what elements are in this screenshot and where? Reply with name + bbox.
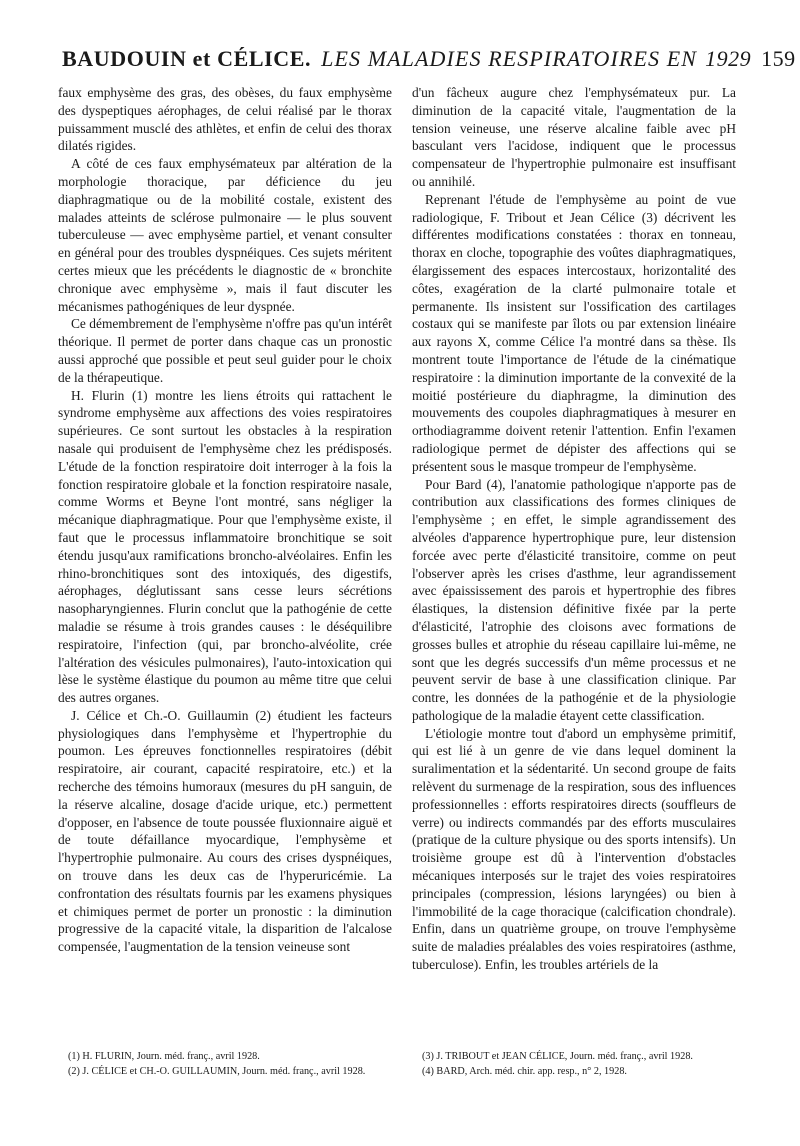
paragraph: Reprenant l'étude de l'emphysème au point de vue radiologique, F. Tribout et Jean Célice (3) décrivent les différentes modifications constatées : thorax en tonneau, thorax en cloche, topographie des voûtes diaphragmatiques, élargissement des espaces intercostaux, horizontalité des côtes, exagération de la clarté pulmonaire totale et permanente. Ils insistent sur l'ossification des cartilages costaux qui se manifeste par îlots ou par extension linéaire aux rayons X, comme Célice l'a montré dans sa thèse. Ils montrent toute l'importance de l'étude de la cinématique respiratoire : la diminution importante de la convexité de la moitié postérieure du diaphragme, la diminution des mouvements des coupoles diaphragmatiques à mesurer en orthodiagramme doivent retenir l'attention. Enfin l'examen radiologique permet de dépister des affections qui se présentent sous le masque trompeur de l'emphysème. xyxy=(412,191,736,474)
paragraph: faux emphysème des gras, des obèses, du faux emphysème des dyspeptiques aérophages, de celui réalisé par le thorax puissamment musclé des athlètes, et enfin de celui des thorax dilatés rigides. xyxy=(58,85,392,154)
footnotes-right xyxy=(412,1050,736,1079)
paragraph: L'étiologie montre tout d'abord un emphysème primitif, qui est lié à un genre de vie dans lequel dominent la suralimentation et la sédentarité. Un second groupe de faits relèvent du surmenage de la respiration, sous des influences professionnelles : efforts respiratoires directs (souffleurs de verre) ou indirects commandés par des efforts musculaires (pratique de la culture physique ou des sports intensifs). Un troisième groupe est dû à l'intervention d'obstacles mécaniques interposés sur le trajet des voies respiratoires principales (compression, lésions laryngées) ou bien à l'immobilité de la cage thoracique (calcification chondrale). Enfin, dans un quatrième groupe, on trouve l'emphysème suite de maladies préalables des voies respiratoires (asthme, tuberculose). Enfin, les troubles artériels de la xyxy=(412,725,736,973)
paragraph: A côté de ces faux emphysémateux par altération de la morphologie thoracique, par déficience du jeu diaphragmatique ou de la mobilité costale, existent des malades atteints de sclérose pulmonaire — le plus souvent tuberculeuse — avec emphysème partiel, et venant consulter en général pour des troubles dyspnéiques. Ces sujets méritent certes mieux que les précédents le diagnostic de « bronchite chronique avec emphysème », mais il faut discuter les mécanismes pathogéniques de leur dyspnée. xyxy=(58,156,392,314)
right-column xyxy=(412,84,736,974)
paragraph: J. Célice et Ch.-O. Guillaumin (2) étudient les facteurs physiologiques dans l'emphysème et l'hypertrophie du poumon. Les épreuves fonctionnelles respiratoires (débit respiratoire, air courant, capacité respiratoire, etc.) et la recherche des témoins humoraux (mesures du pH sanguin, de la réserve alcaline, dosage d'acide urique, etc.) permettent d'opposer, en l'absence de toute poussée fluxionnaire aiguë et de toute défaillance myocardique, l'emphysème et l'hypertrophie pulmonaire. Au cours des crises dyspnéiques, on trouve dans les deux cas de l'hyperuricémie. La confrontation des résultats fournis par les examens physiques et chimiques permet de porter un pronostic : la diminution progressive de la capacité vitale, la disparition de l'alcalose compensée, l'augmentation de la tension veineuse sont xyxy=(58,707,392,955)
footnote: (2) J. CÉLICE et CH.-O. GUILLAUMIN, Journ. méd. franç., avril 1928. xyxy=(68,1065,366,1077)
footnotes-left xyxy=(58,1050,392,1079)
paragraph: Pour Bard (4), l'anatomie pathologique n'apporte pas de contribution aux classifications des formes cliniques de l'emphysème ; en effet, le simple agrandissement des alvéoles d'apparence hypertrophique pure, leur distension forcée avec perte d'élasticité transitoire, comme on peut l'observer après les crises d'asthme, leur agrandissement avec épaississement des parois et hypertrophie des fibres élastiques, la distension définitive fixée par la perte d'élasticité, l'atrophie des cloisons avec formations de grosses bulles et atrophie du réseau capillaire lui-même, ne sont que les degrés successifs d'un même processus et ne peuvent servir de base à une classification clinique. Par contre, les données de la pathogénie et de la physiologie pathologique de la maladie étayent cette classification. xyxy=(412,476,736,723)
paragraph: d'un fâcheux augure chez l'emphysémateux pur. La diminution de la capacité vitale, l'augmentation de la tension veineuse, une réserve alcaline faible avec pH basculant vers l'acidose, indiquent que le processus compensateur de l'hypertrophie pulmonaire est insuffisant ou annihilé. xyxy=(412,85,736,189)
paragraph: Ce démembrement de l'emphysème n'offre pas qu'un intérêt théorique. Il permet de porter dans chaque cas un pronostic aussi approché que possible et peut seul guider pour le choix de la thérapeutique. xyxy=(58,316,392,385)
page-number: 159 xyxy=(761,46,796,71)
paragraph: H. Flurin (1) montre les liens étroits qui rattachent le syndrome emphysème aux affections des voies respiratoires supérieures. Ce sont surtout les obstacles à la respiration nasale qui produisent de l'emphysème chez les prédisposés. L'étude de la fonction respiratoire doit interroger à la fois la fonction respiratoire globale et la fonction respiratoire nasale, comme Worms et Beyne l'ont montré, sans négliger la mécanique diaphragmatique. Pour que l'emphysème existe, il faut que le processus inflammatoire bronchitique se soit étendu jusqu'aux ramifications broncho-alvéolaires. Enfin les rhino-bronchitiques sont des intoxiqués, des digestifs, aérophages, déglutissant sans cesse leurs sécrétions nasopharyngiennes. Flurin conclut que la pathogénie de cette maladie se résume à trois grandes causes : le déséquilibre respiratoire, l'infection (qui, par broncho-alvéolite, crée l'altération des vésicules pulmonaires), l'auto-intoxication qui lèse le système élastique du poumon au même titre que celui des autres organes. xyxy=(58,387,392,706)
header-year: 1929 xyxy=(705,46,752,71)
running-header xyxy=(62,46,796,72)
header-title: LES MALADIES RESPIRATOIRES EN xyxy=(321,46,698,71)
header-authors: BAUDOUIN et CÉLICE. xyxy=(62,46,312,71)
footnote: (3) J. TRIBOUT et JEAN CÉLICE, Journ. méd. franç., avril 1928. xyxy=(422,1051,693,1062)
footnote: (1) H. FLURIN, Journ. méd. franç., avril 1928. xyxy=(68,1051,260,1062)
footnote: (4) BARD, Arch. méd. chir. app. resp., n° 2, 1928. xyxy=(422,1065,627,1077)
left-column xyxy=(58,84,392,956)
